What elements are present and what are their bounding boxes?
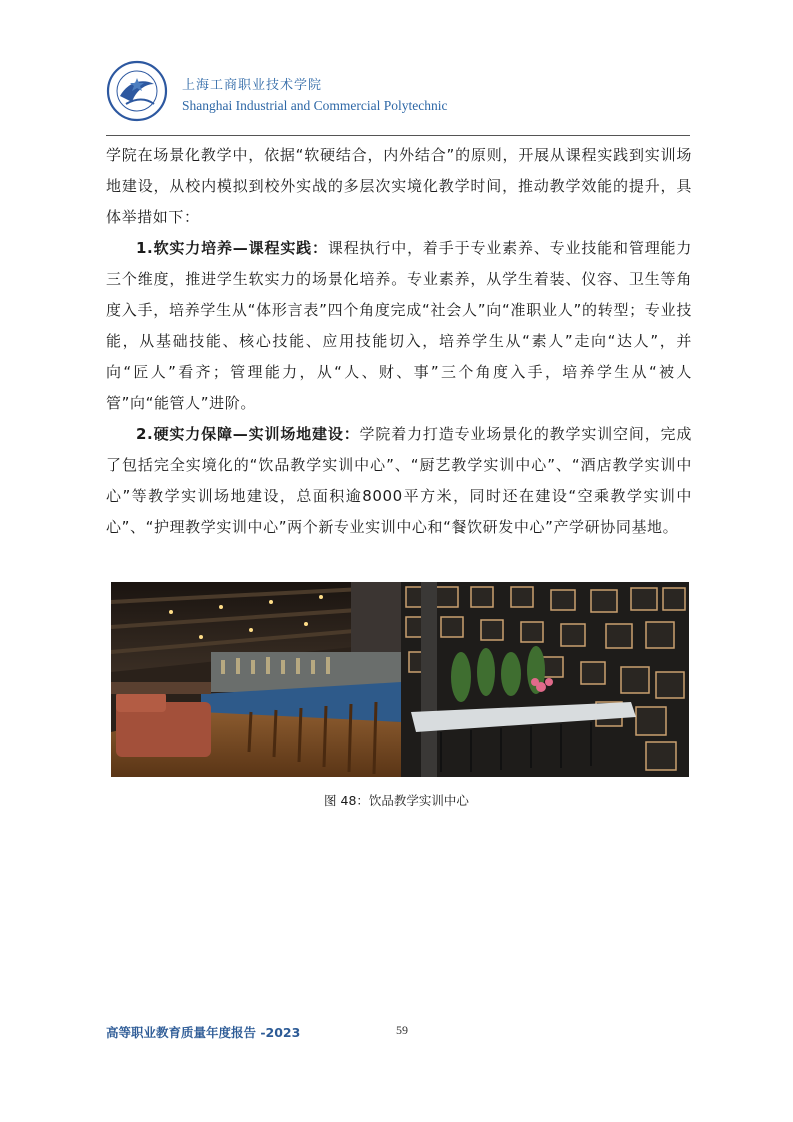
page-header	[106, 54, 726, 130]
header-divider	[106, 135, 690, 136]
item1-text: 课程执行中，着手于专业素养、专业技能和管理能力三个维度，推进学生软实力的场景化培养。专业素养，从学生着装、仪容、卫生等角度入手，培养学生从“体形言表”四个角度完成“社会人”向“准职业人”的转型；专业技能，从基础技能、核心技能、应用技能切入，培养学生从“素人”走向“达人”，并向“匠人”看齐；管理能力，从“人、财、事”三个角度入手，培养学生从“被人管”向“能管人”进阶。	[106, 239, 692, 412]
page-number: 59	[396, 1023, 408, 1037]
item2-text: 学院着力打造专业场景化的教学实训空间，完成了包括完全实境化的“饮品教学实训中心”、“厨艺教学实训中心”、“酒店教学实训中心”等教学实训场地建设，总面积逾8000平方米，同时还在建设“空乘教学实训中心”、“护理教学实训中心”两个新专业实训中心和“餐饮研发中心”产学研协同基地。	[106, 425, 693, 536]
school-logo-icon	[106, 60, 168, 122]
school-name-cn: 上海工商职业技术学院	[182, 78, 323, 93]
item1-paragraph	[106, 233, 692, 419]
item1-heading: 1.软实力培养—课程实践：	[136, 239, 328, 257]
footer-report-title: 高等职业教育质量年度报告 -2023	[106, 1025, 301, 1040]
school-name-en: Shanghai Industrial and Commercial Polytechnic	[182, 98, 448, 113]
wine-wall-photo	[401, 582, 689, 777]
body-text	[106, 140, 692, 543]
figure-photos	[111, 582, 689, 777]
bar-interior-photo	[111, 582, 401, 777]
figure-caption: 图 48：饮品教学实训中心	[324, 793, 469, 808]
item2-heading: 2.硬实力保障—实训场地建设：	[136, 425, 360, 443]
intro-paragraph: 学院在场景化教学中，依据“软硬结合，内外结合”的原则，开展从课程实践到实训场地建设，从校内模拟到校外实战的多层次实境化教学时间，推动教学效能的提升，具体举措如下：	[106, 146, 692, 226]
item2-paragraph	[106, 419, 692, 543]
